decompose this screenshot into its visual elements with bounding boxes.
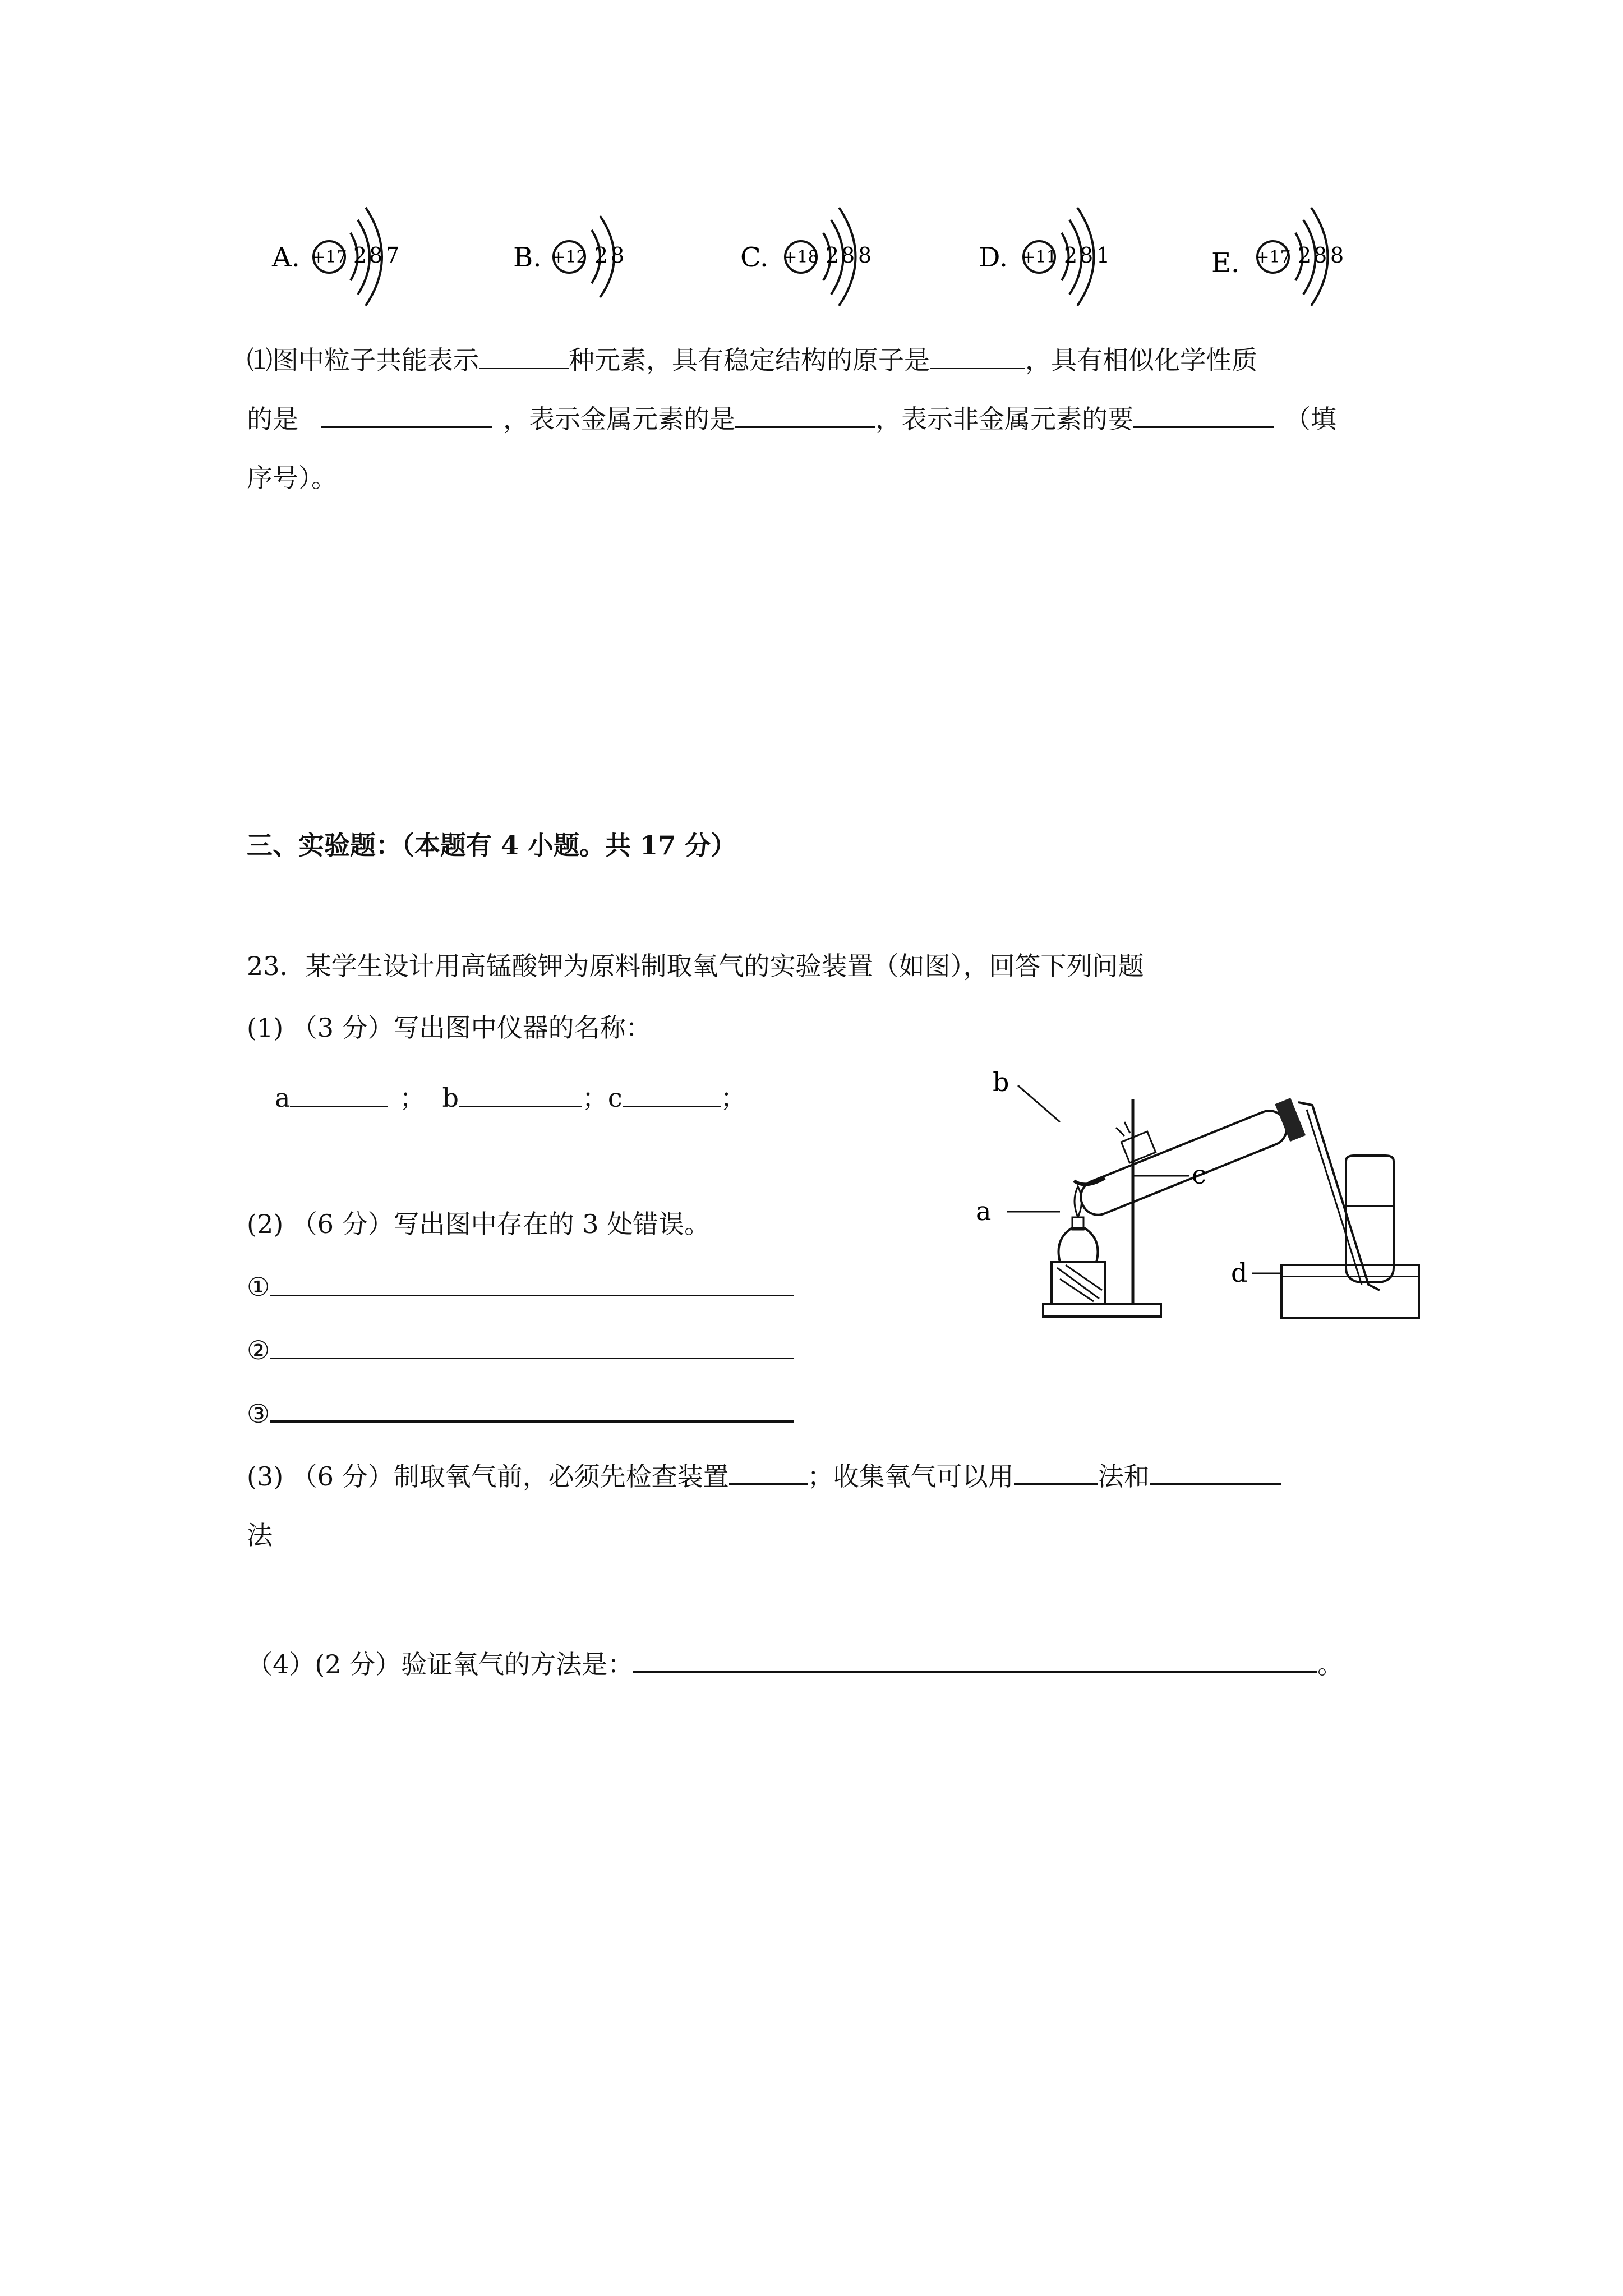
- atom-a: [271, 208, 399, 306]
- apparatus-svg: [976, 1043, 1436, 1335]
- q22-line1: [247, 342, 1257, 378]
- q22-part1-mid2: ，具有相似化学性质: [1025, 345, 1257, 375]
- atom-b: [513, 216, 624, 297]
- atom-d-nucleus-charge: +11: [1021, 247, 1057, 267]
- q23-error-1-marker: ①: [247, 1272, 270, 1302]
- stand-base: [1043, 1304, 1161, 1317]
- q23-error-3: [247, 1396, 794, 1432]
- atom-e-label: E.: [1211, 247, 1240, 279]
- atom-b-shell-1: 2: [594, 243, 608, 268]
- q23-blank-a[interactable]: [290, 1083, 388, 1107]
- q22-part1-mid1: 种元素，具有稳定结构的原子是: [569, 345, 930, 375]
- atom-e-shell-3: 8: [1330, 243, 1344, 268]
- alcohol-lamp: [1059, 1228, 1098, 1262]
- q23-error-2: [247, 1332, 794, 1368]
- atom-a-shell-1: 2: [353, 243, 367, 268]
- apparatus-diagram: [976, 1043, 1436, 1335]
- water-trough: [1281, 1265, 1419, 1318]
- atom-c-shell-2: 8: [841, 243, 855, 268]
- atom-b-label: B.: [513, 242, 542, 273]
- q23-blank-verify[interactable]: [633, 1649, 1317, 1673]
- q23-p1-semi2: ；c: [582, 1083, 623, 1113]
- atom-c-shell-3: 8: [858, 243, 872, 268]
- atom-b-nucleus-charge: +12: [551, 247, 587, 267]
- q23-blank-check[interactable]: [729, 1461, 808, 1485]
- atom-c-shell-1: 2: [826, 243, 840, 268]
- atom-e: [1211, 208, 1344, 306]
- label-a: a: [976, 1196, 992, 1226]
- q23-blank-error-3[interactable]: [270, 1398, 794, 1423]
- q23-p1-b-label: b: [442, 1083, 459, 1113]
- atom-d: [979, 208, 1110, 306]
- q23-p1-a-label: a: [275, 1083, 291, 1113]
- q23-p4-a: （4）(2 分）验证氧气的方法是：: [247, 1649, 634, 1680]
- q22-blank-stable-atom[interactable]: [930, 346, 1025, 369]
- q23-p4: [247, 1646, 1343, 1682]
- label-d: d: [1231, 1258, 1248, 1288]
- atom-a-label: A.: [272, 242, 300, 273]
- q23-p1-semi3: ；: [720, 1083, 746, 1113]
- section3-heading-text: 三、实验题：（本题有 4 小题。共 17 分）: [247, 830, 737, 861]
- atom-c: [740, 208, 872, 306]
- q22-line2-d: （填: [1285, 404, 1336, 434]
- section3-heading: [247, 827, 736, 863]
- q23-p1-semi1: ；: [399, 1083, 426, 1113]
- q22-blank-nonmetal[interactable]: [1133, 403, 1274, 428]
- q23-p3-c: 法和: [1098, 1461, 1150, 1492]
- atom-e-shell-2: 8: [1313, 243, 1327, 268]
- q23-p2-text: (2) （6 分）写出图中存在的 3 处错误。: [247, 1209, 711, 1239]
- q22-blank-similar[interactable]: [321, 403, 492, 428]
- q23-p2: [247, 1206, 710, 1242]
- q23-p3-b: ；收集氧气可以用: [807, 1461, 1014, 1492]
- atom-d-shell-1: 2: [1064, 243, 1078, 268]
- atom-a-shell-2: 8: [369, 243, 383, 268]
- atom-e-nucleus-charge: +17: [1255, 247, 1291, 267]
- q22-line2-a: 的是: [247, 404, 298, 434]
- q22-line2: [247, 401, 1336, 437]
- atom-d-shell-2: 8: [1080, 243, 1094, 268]
- atom-c-label: C.: [740, 242, 769, 273]
- q23-p3-end: [247, 1517, 273, 1553]
- q23-blank-method-1[interactable]: [1014, 1461, 1098, 1485]
- q23-error-1: [247, 1269, 794, 1305]
- q23-p3-a: (3) （6 分）制取氧气前，必须先检查装置: [247, 1461, 729, 1492]
- q22-line3: [247, 460, 337, 496]
- atom-diagrams-row: [264, 191, 1385, 320]
- label-b: b: [993, 1067, 1009, 1097]
- atom-c-nucleus-charge: +18: [783, 247, 819, 267]
- delivery-tube: [1298, 1102, 1380, 1290]
- q22-part1-prefix: ⑴图中粒子共能表示: [247, 345, 479, 375]
- q22-blank-metal[interactable]: [735, 403, 875, 428]
- q22-line3-text: 序号）。: [247, 463, 337, 493]
- atom-b-shell-2: 8: [611, 243, 625, 268]
- atom-a-shell-3: 7: [386, 243, 400, 268]
- atom-d-label: D.: [979, 242, 1008, 273]
- q23-p1: [247, 1010, 652, 1046]
- q23-blank-c[interactable]: [623, 1083, 721, 1107]
- q23-p3: [247, 1458, 1281, 1494]
- q23-blank-error-2[interactable]: [270, 1336, 794, 1359]
- atom-d-shell-3: 1: [1096, 243, 1110, 268]
- q22-line2-c: ，表示非金属元素的要: [875, 404, 1133, 434]
- q23-blank-error-1[interactable]: [270, 1272, 794, 1296]
- q23-p1-text: (1) （3 分）写出图中仪器的名称：: [247, 1013, 652, 1043]
- atom-a-nucleus-charge: +17: [311, 247, 347, 267]
- atom-diagrams-svg: [264, 191, 1385, 320]
- q23-blank-b[interactable]: [459, 1083, 582, 1107]
- label-c: c: [1192, 1159, 1206, 1190]
- q22-line2-b: ，表示金属元素的是: [503, 404, 735, 434]
- collecting-bottle: [1346, 1156, 1394, 1282]
- q23-blank-method-2[interactable]: [1150, 1461, 1281, 1485]
- q23-error-3-marker: ③: [247, 1398, 270, 1429]
- q23-p1-answers: [275, 1080, 746, 1116]
- q23-p3-d: 法: [247, 1520, 273, 1550]
- atom-e-shell-1: 2: [1298, 243, 1312, 268]
- test-tube: [1075, 1098, 1306, 1222]
- q23-error-2-marker: ②: [247, 1335, 270, 1365]
- q23-stem-text: 23．某学生设计用高锰酸钾为原料制取氧气的实验装置（如图），回答下列问题: [247, 951, 1144, 981]
- q22-blank-element-count[interactable]: [479, 346, 569, 369]
- q23-stem: [247, 948, 1144, 984]
- q23-p4-b: 。: [1317, 1649, 1344, 1680]
